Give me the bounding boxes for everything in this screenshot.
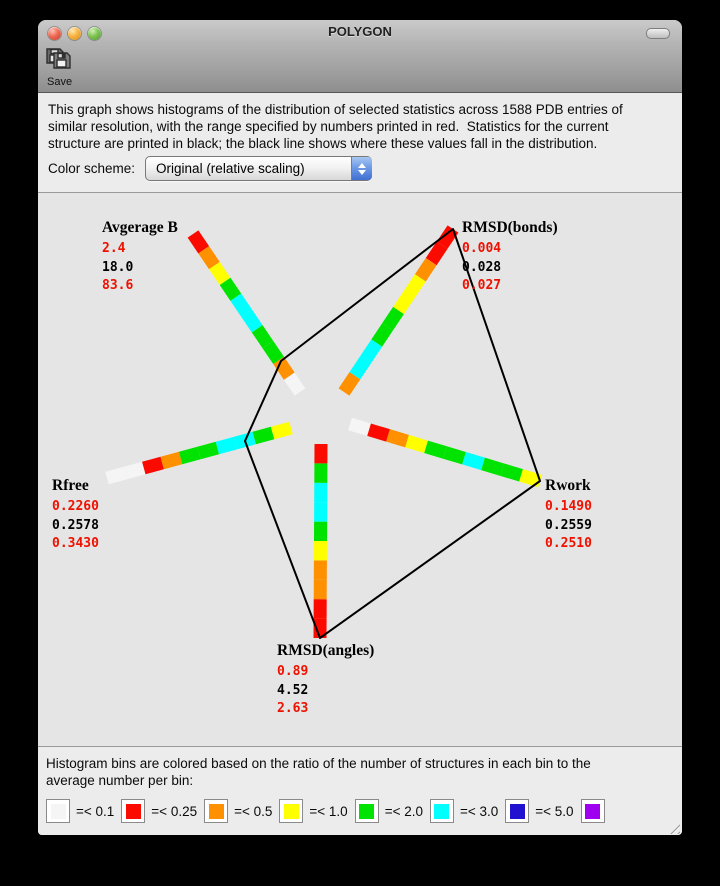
- stat-block-rfree: [52, 477, 99, 554]
- description-line: This graph shows histograms of the distribution of selected statistics across 1588 PDB entries of: [48, 102, 623, 117]
- axis-max-value: 0.3430: [52, 536, 99, 551]
- legend-item: [355, 799, 423, 823]
- window-header: [38, 20, 682, 93]
- save-floppy-icon: [46, 57, 72, 74]
- toolbar: [38, 44, 682, 92]
- axis-max-value: 2.63: [277, 701, 309, 716]
- axis-label: RMSD(bonds): [462, 219, 558, 236]
- axis-min-value: 0.89: [277, 664, 309, 679]
- histogram-bin-segment: [407, 441, 426, 447]
- histogram-bin-segment: [236, 297, 247, 313]
- axis-current-value: 4.52: [277, 682, 309, 698]
- legend-label: =< 3.0: [459, 803, 499, 819]
- resize-grip[interactable]: [666, 820, 680, 834]
- legend-swatch-cyan: [430, 799, 454, 823]
- stat-block-average-b: [102, 219, 178, 296]
- legend-item: [430, 799, 498, 823]
- stat-block-rmsd-angles: [277, 642, 374, 719]
- legend-swatch-orange: [204, 799, 228, 823]
- color-scheme-row: [48, 156, 372, 181]
- histogram-bin-segment: [193, 234, 204, 250]
- histogram-bin-segment: [502, 470, 521, 476]
- histogram-bin-segment: [377, 327, 388, 343]
- legend-item: [505, 799, 573, 823]
- axis-min-value: 0.2260: [52, 499, 99, 514]
- legend-swatch-white: [46, 799, 70, 823]
- histogram-bin-segment: [426, 447, 445, 453]
- histogram-bin-segment: [107, 473, 125, 478]
- legend-label: =< 0.1: [76, 803, 115, 819]
- axis-min-value: 2.4: [102, 241, 126, 256]
- legend-label: =< 0.25: [151, 803, 198, 819]
- legend-item: [279, 799, 347, 823]
- histogram-bin-segment: [289, 376, 300, 392]
- legend-label: =< 2.0: [384, 803, 423, 819]
- titlebar[interactable]: [38, 20, 682, 44]
- axis-label: Avgerage B: [102, 219, 178, 236]
- axis-label: Rfree: [52, 477, 89, 494]
- histogram-bin-segment: [247, 313, 258, 329]
- legend-item: [204, 799, 272, 823]
- axis-current-value: 0.028: [462, 259, 502, 275]
- axis-min-value: 0.004: [462, 241, 502, 256]
- toolbar-toggle-button[interactable]: [646, 28, 670, 39]
- histogram-bin-segment: [369, 430, 388, 436]
- legend-swatch-purple: [581, 799, 605, 823]
- legend-swatch-red: [121, 799, 145, 823]
- axis-min-value: 0.1490: [545, 499, 592, 514]
- legend-row: [46, 799, 611, 823]
- axis-current-value: 0.2578: [52, 517, 99, 533]
- polygon-plot-area: [38, 193, 682, 746]
- histogram-bin-segment: [420, 262, 431, 278]
- histogram-bin-segment: [273, 428, 291, 433]
- histogram-bin-segment: [355, 359, 366, 375]
- legend-swatch-green: [355, 799, 379, 823]
- histogram-bin-segment: [204, 250, 215, 266]
- histogram-bin-segment: [268, 345, 279, 361]
- description-line: similar resolution, with the range specified by numbers printed in red. Statistics for the current: [48, 119, 609, 134]
- polygon-window: [38, 20, 682, 835]
- legend-item: [581, 799, 611, 823]
- histogram-bin-segment: [388, 435, 407, 441]
- color-scheme-label: Color scheme:: [48, 161, 136, 176]
- stat-block-rmsd-bonds: [462, 219, 558, 296]
- histogram-bin-segment: [181, 453, 199, 458]
- histogram-bin-segment: [464, 458, 483, 464]
- histogram-bin-segment: [162, 458, 180, 463]
- histogram-bin-segment: [344, 376, 355, 392]
- stat-block-rwork: [545, 477, 592, 554]
- legend-label: =< 5.0: [535, 803, 574, 819]
- legend-item: [46, 799, 114, 823]
- histogram-bin-segment: [144, 463, 162, 468]
- axis-label: RMSD(angles): [277, 642, 375, 659]
- window-title: POLYGON: [328, 24, 392, 39]
- legend-text-line: Histogram bins are colored based on the ratio of the number of structures in each bin to the: [46, 756, 591, 771]
- histogram-bin-segment: [399, 294, 410, 310]
- histogram-bin-segment: [483, 464, 502, 470]
- axis-max-value: 0.027: [462, 278, 502, 293]
- legend-swatch-blue: [505, 799, 529, 823]
- histogram-bin-segment: [366, 343, 377, 359]
- axis-label: Rwork: [545, 477, 591, 494]
- axis-max-value: 0.2510: [545, 536, 592, 551]
- save-button[interactable]: [46, 46, 86, 88]
- save-button-label: Save: [47, 76, 73, 88]
- legend-panel: [38, 746, 682, 835]
- histogram-bin-segment: [350, 424, 369, 430]
- histogram-bin-segment: [388, 311, 399, 327]
- popup-arrows-icon: [351, 157, 372, 180]
- legend-item: [121, 799, 197, 823]
- histogram-bin-segment: [214, 266, 225, 282]
- histogram-bin-segment: [409, 278, 420, 294]
- histogram-bin-segment: [257, 329, 268, 345]
- axis-current-value: 18.0: [102, 259, 134, 275]
- legend-label: =< 0.5: [234, 803, 273, 819]
- histogram-bin-segment: [431, 245, 442, 261]
- histogram-bin-segment: [225, 281, 236, 297]
- histogram-bin-segment: [199, 448, 217, 453]
- histogram-bin-segment: [445, 453, 464, 459]
- axis-current-value: 0.2559: [545, 517, 592, 533]
- axis-max-value: 83.6: [102, 278, 134, 293]
- histogram-bin-segment: [125, 468, 143, 473]
- histogram-bin-segment: [521, 475, 540, 481]
- color-scheme-selected-value: Original (relative scaling): [156, 161, 305, 176]
- histogram-bin-segment: [217, 443, 235, 448]
- description-panel: [38, 93, 682, 193]
- legend-text-line: average number per bin:: [46, 773, 194, 788]
- legend-swatch-yellow: [279, 799, 303, 823]
- color-scheme-select[interactable]: [145, 156, 372, 181]
- histogram-bin-segment: [254, 433, 272, 438]
- legend-label: =< 1.0: [309, 803, 348, 819]
- description-line: structure are printed in black; the black line shows where these values fall in the distribution.: [48, 136, 598, 151]
